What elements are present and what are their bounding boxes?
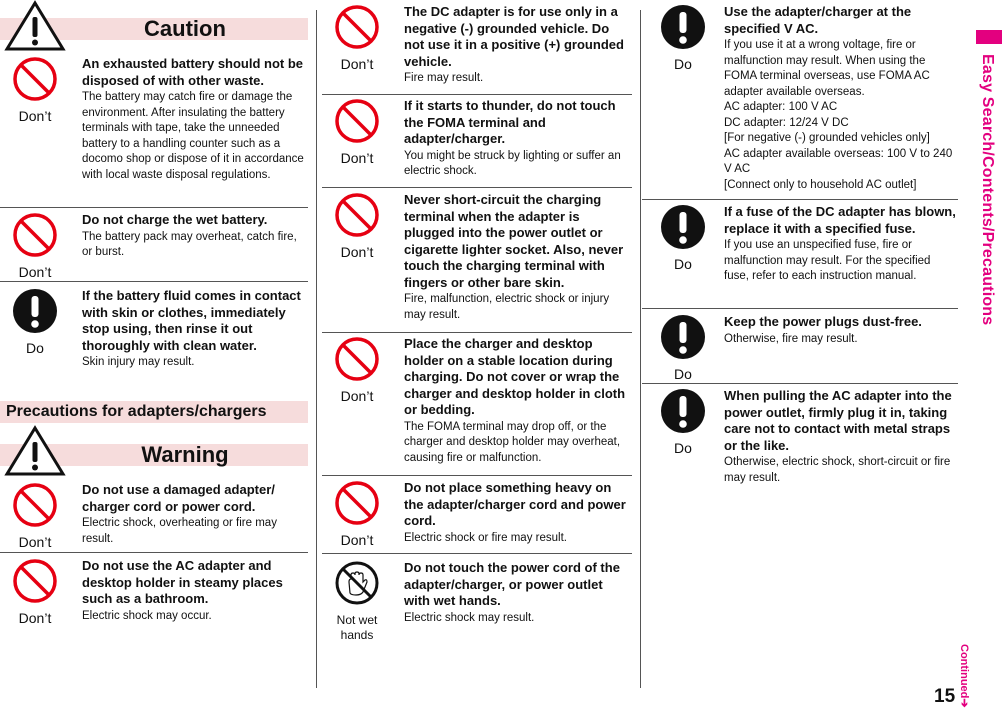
prohibited-icon xyxy=(12,212,58,258)
side-tab-label: Easy Search/Contents/Precautions xyxy=(979,54,996,326)
mandatory-icon xyxy=(660,388,706,434)
prohibited-icon xyxy=(334,480,380,526)
dont-label: Don’t xyxy=(340,56,374,72)
continued-label: Continued xyxy=(958,644,970,699)
column-divider xyxy=(316,10,317,688)
item-description: Fire may result. xyxy=(404,72,484,84)
divider xyxy=(322,187,632,188)
dont-label: Don’t xyxy=(340,532,374,548)
item-description: Otherwise, fire may result. xyxy=(724,332,858,345)
do-label: Do xyxy=(26,340,44,356)
item-description-line: AC adapter available overseas: 100 V to 240 V AC xyxy=(724,147,953,175)
divider xyxy=(322,94,632,95)
dont-label: Don’t xyxy=(18,610,52,626)
not-wet-hands-label-1: Not wet xyxy=(336,613,378,627)
item-description: The FOMA terminal may drop off, or the charger and desktop holder may overheat, causing fire or malfunction. xyxy=(404,420,621,464)
divider xyxy=(642,383,958,384)
item-title: Do not touch the power cord of the adapter/charger, or power outlet with wet hands. xyxy=(404,560,620,608)
side-tab-marker xyxy=(976,30,1002,44)
item-description: If you use an unspecified fuse, fire or malfunction may result. For the specified fuse, refer to each instruction manual. xyxy=(724,239,931,282)
item-title: If the battery fluid comes in contact with skin or clothes, immediately stop using, then rinse it out thoroughly with clean water. xyxy=(82,288,301,353)
do-label: Do xyxy=(674,256,692,272)
prohibited-icon xyxy=(12,56,58,102)
item-title: Do not use a damaged adapter/ charger cord or power cord. xyxy=(82,482,275,514)
caution-label: Caution xyxy=(144,16,226,41)
item-description: You might be struck by lighting or suffer an electric shock. xyxy=(404,149,621,177)
dont-label: Don’t xyxy=(18,264,52,280)
mandatory-icon xyxy=(660,314,706,360)
item-title: If it starts to thunder, do not touch the FOMA terminal and adapter/charger. xyxy=(404,98,616,146)
item-title: The DC adapter is for use only in a negative (-) grounded vehicle. Do not use it in a positive (+) grounded vehicle. xyxy=(404,4,624,69)
item-description: Electric shock or fire may result. xyxy=(404,531,567,544)
warning-label: Warning xyxy=(141,442,229,467)
dont-label: Don’t xyxy=(18,108,52,124)
not-wet-hands-label-2: hands xyxy=(340,628,374,642)
item-title: Do not use the AC adapter and desktop holder in steamy places such as a bathroom. xyxy=(82,558,283,606)
column-divider xyxy=(640,10,641,688)
item-title: An exhausted battery should not be disposed of with other waste. xyxy=(82,56,304,88)
item-description: Electric shock may occur. xyxy=(82,609,212,622)
prohibited-icon xyxy=(334,98,380,144)
prohibited-icon xyxy=(334,4,380,50)
divider xyxy=(642,199,958,200)
item-title: Do not place something heavy on the adapter/charger cord and power cord. xyxy=(404,480,626,528)
divider xyxy=(0,552,308,553)
warning-triangle-icon xyxy=(4,425,66,477)
mandatory-icon xyxy=(12,288,58,334)
page-number: 15 xyxy=(934,686,956,707)
item-description: The battery may catch fire or damage the environment. After insulating the battery terminals with tape, take the unneeded battery to a handling counter such as a docomo shop or dispose of it in accordance with local waste disposal regulations. xyxy=(82,91,304,181)
item-title: When pulling the AC adapter into the power outlet, firmly plug it in, taking care not to contact with metal straps or the like. xyxy=(724,388,952,453)
prohibited-icon xyxy=(334,192,380,238)
item-description: Electric shock, overheating or fire may result. xyxy=(82,517,277,545)
do-label: Do xyxy=(674,56,692,72)
prohibited-icon xyxy=(12,558,58,604)
item-title: If a fuse of the DC adapter has blown, replace it with a specified fuse. xyxy=(724,204,956,236)
dont-label: Don’t xyxy=(340,388,374,404)
item-description: The battery pack may overheat, catch fire, or burst. xyxy=(82,230,297,258)
divider xyxy=(322,553,632,554)
prohibited-icon xyxy=(334,336,380,382)
continued-indicator xyxy=(958,644,971,708)
item-description: Otherwise, electric shock, short-circuit or fire may result. xyxy=(724,456,951,484)
divider xyxy=(0,281,308,282)
do-label: Do xyxy=(674,440,692,456)
item-title: Use the adapter/charger at the specified V AC. xyxy=(724,4,912,36)
dont-label: Don’t xyxy=(340,244,374,260)
item-description-line: DC adapter: 12/24 V DC xyxy=(724,116,849,129)
no-wet-hands-icon xyxy=(334,560,380,606)
item-description: If you use it at a wrong voltage, fire or malfunction may result. When using the FOMA terminal overseas, use FOMA AC adapter available overseas. xyxy=(724,39,930,98)
mandatory-icon xyxy=(660,204,706,250)
divider xyxy=(642,308,958,309)
item-description: Electric shock may result. xyxy=(404,611,535,624)
item-description: Fire, malfunction, electric shock or injury may result. xyxy=(404,293,610,321)
item-title: Never short-circuit the charging terminal when the adapter is plugged into the power outlet or cigarette lighter socket. Also, never touch the charging terminal with fingers or other bare skin. xyxy=(404,192,624,290)
warning-triangle-icon xyxy=(4,0,66,52)
item-description-line: [Connect only to household AC outlet] xyxy=(724,178,917,191)
prohibited-icon xyxy=(12,482,58,528)
item-title: Place the charger and desktop holder on a stable location during charging. Do not cover or wrap the charger and desktop holder in cloth or bedding. xyxy=(404,336,626,417)
item-description-line: AC adapter: 100 V AC xyxy=(724,101,838,113)
section-title: Precautions for adapters/chargers xyxy=(0,401,308,423)
dont-label: Don’t xyxy=(18,534,52,550)
do-label: Do xyxy=(674,366,692,382)
dont-label: Don’t xyxy=(340,150,374,166)
divider xyxy=(322,475,632,476)
item-description-line: [For negative (-) grounded vehicles only] xyxy=(724,132,930,144)
divider xyxy=(322,332,632,333)
continued-arrow-icon: ➔ xyxy=(958,698,970,708)
mandatory-icon xyxy=(660,4,706,50)
item-description: Skin injury may result. xyxy=(82,356,195,368)
item-title: Do not charge the wet battery. xyxy=(82,212,268,227)
item-title: Keep the power plugs dust-free. xyxy=(724,314,922,329)
divider xyxy=(0,207,308,208)
